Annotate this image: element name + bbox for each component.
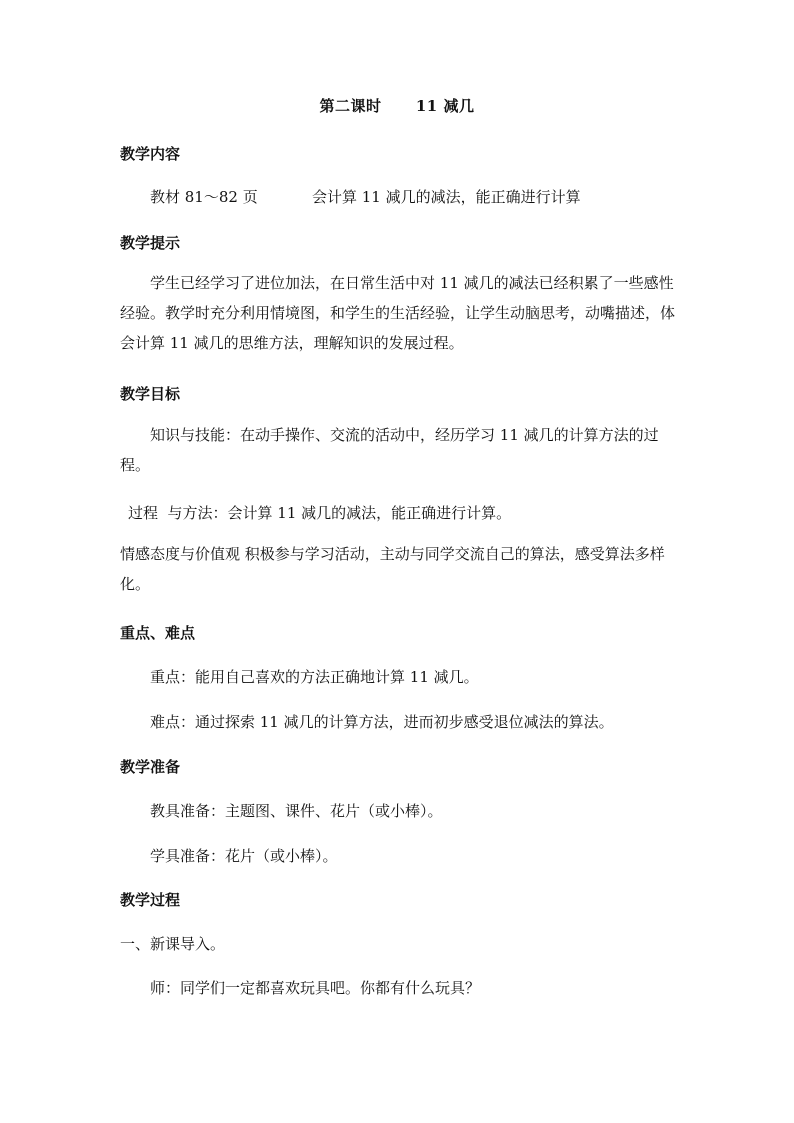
procedure-section-1: 一、新课导入。 (120, 935, 226, 953)
heading-teaching-content: 教学内容 (120, 145, 181, 163)
content-goal: 会计算 11 减几的减法，能正确进行计算 (312, 188, 581, 206)
keypoint-focus: 重点：能用自己喜欢的方法正确地计算 11 减几。 (150, 668, 479, 686)
heading-teaching-objectives: 教学目标 (120, 385, 181, 403)
prep-teacher: 教具准备：主题图、课件、花片（或小棒）。 (150, 802, 443, 820)
objective-knowledge: 知识与技能：在动手操作、交流的活动中，经历学习 11 减几的计算方法的过程。 (120, 426, 659, 474)
heading-teaching-procedure: 教学过程 (120, 891, 181, 909)
lesson-title: 第二课时 11 减几 (319, 97, 475, 115)
heading-keypoints: 重点、难点 (120, 624, 196, 642)
prep-student: 学具准备：花片（或小棒）。 (150, 847, 338, 865)
textbook-pages: 教材 81～82 页 (150, 188, 258, 206)
objective-process: 过程 与方法：会计算 11 减几的减法，能正确进行计算。 (128, 504, 512, 522)
hint-paragraph: 学生已经学习了进位加法，在日常生活中对 11 减几的减法已经积累了一些感性经验。教学时充分利用情境图，和学生的生活经验，让学生动脑思考，动嘴描述，体会计算 11 减几的思维方法，理解知识的发展过程。 (120, 274, 676, 352)
procedure-line-1: 师：同学们一定都喜欢玩具吧。你都有什么玩具？ (150, 979, 481, 997)
keypoint-difficulty: 难点：通过探索 11 减几的计算方法，进而初步感受退位减法的算法。 (150, 713, 614, 731)
heading-teaching-prep: 教学准备 (120, 758, 181, 776)
objective-emotion: 情感态度与价值观 积极参与学习活动，主动与同学交流自己的算法，感受算法多样化。 (120, 545, 665, 593)
heading-teaching-hint: 教学提示 (120, 234, 181, 252)
